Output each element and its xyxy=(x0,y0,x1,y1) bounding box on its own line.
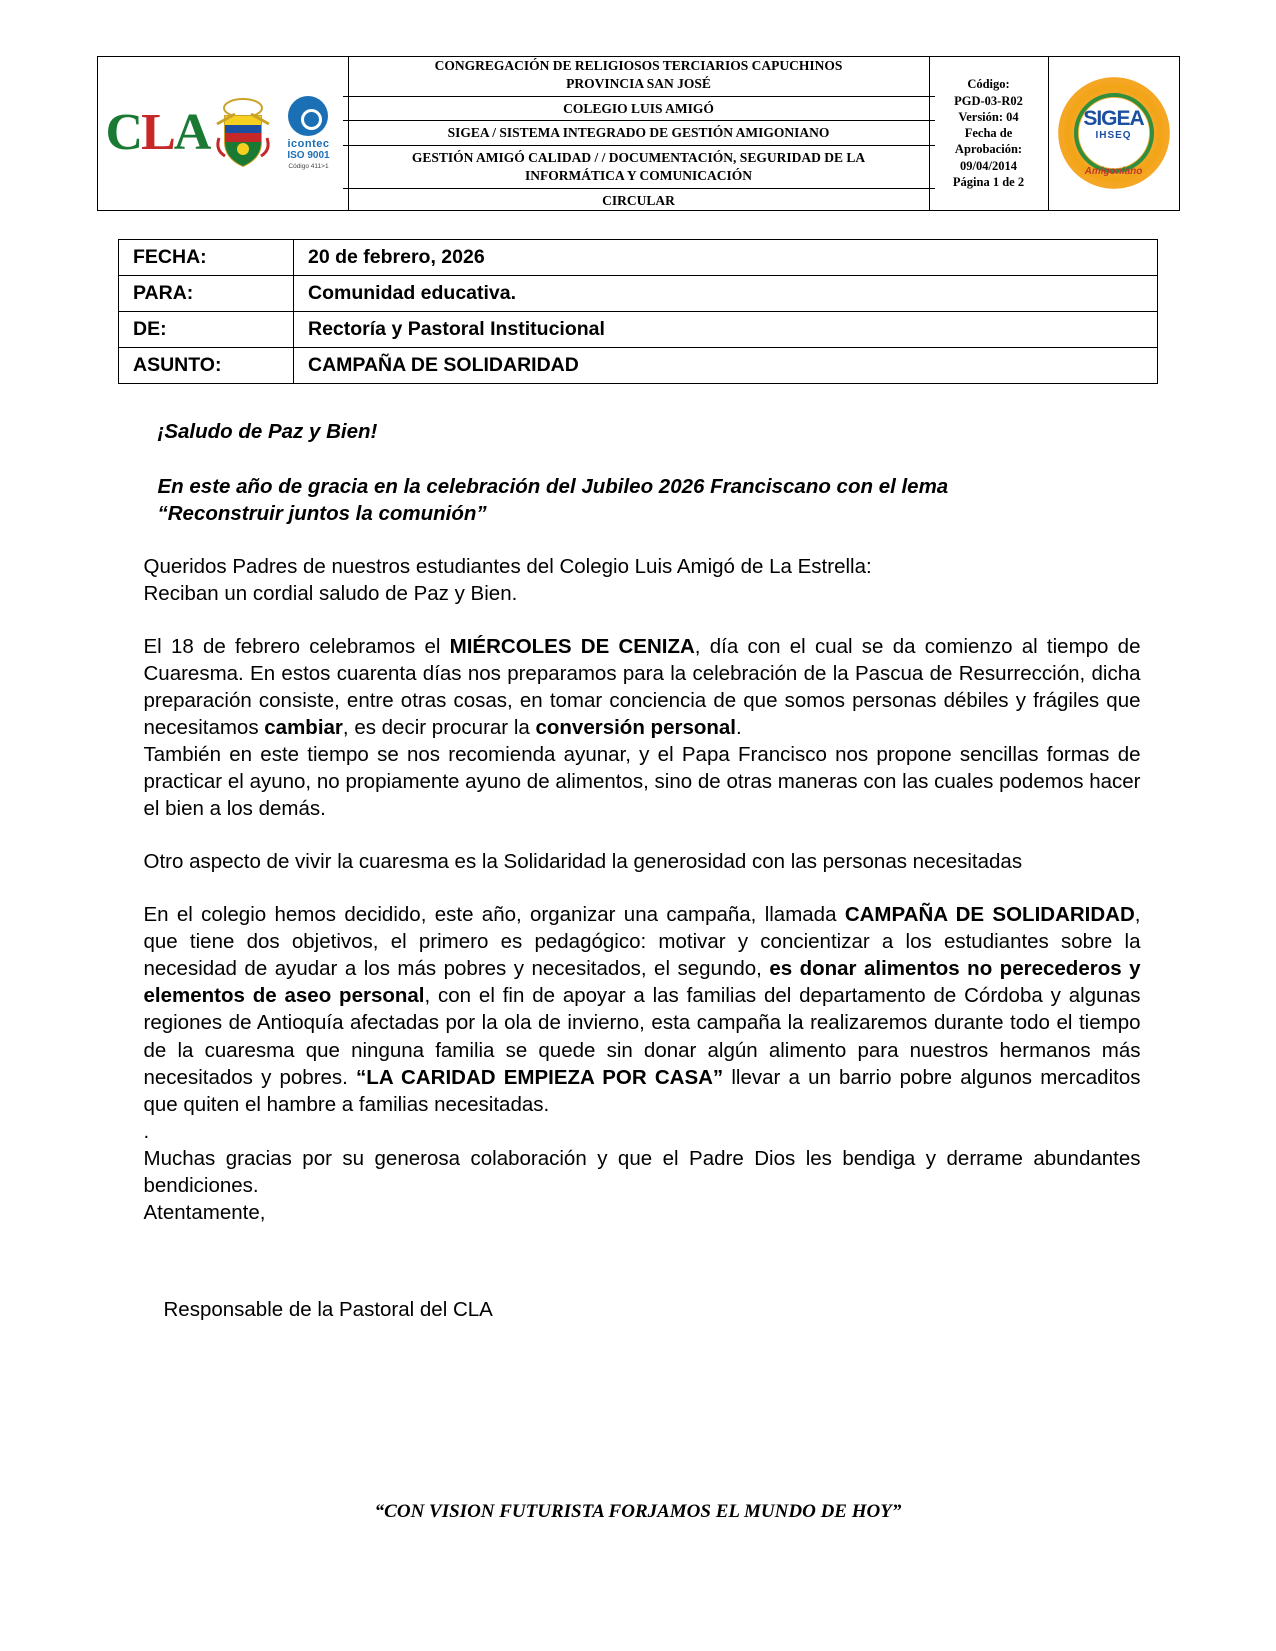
paragraph-gracias: Muchas gracias por su generosa colaboración y que el Padre Dios les bendiga y derrame abundantes bendiciones. xyxy=(143,1146,1141,1197)
header-sigea-cell xyxy=(1048,57,1179,211)
document-body xyxy=(136,418,1141,1323)
header-code-cell xyxy=(929,57,1048,211)
paragraph-campana xyxy=(144,901,1141,1117)
info-label-para: PARA: xyxy=(119,275,294,311)
p5-bold-caridad: “LA CARIDAD EMPIEZA POR CASA” xyxy=(356,1065,724,1089)
table-row xyxy=(119,311,1158,347)
header-title-cell xyxy=(348,57,929,211)
p2-part-e: , es decir procurar la xyxy=(342,716,536,740)
info-value-para: Comunidad educativa. xyxy=(294,275,1158,311)
header-divider-2 xyxy=(343,120,935,121)
document-header-table xyxy=(97,56,1180,211)
p5-part-e: , con el fin de apoyar a las familias del departamento de Córdoba y algunas regiones de Antioquía afectadas por la ola de invierno, esta campaña la realizaremos durante todo el tiempo de la cuaresma que ninguna familia se quede sin donar algún alimento para nuestros hermanos más necesitados y pobres. xyxy=(143,984,1141,1089)
paragraph-ceniza xyxy=(144,633,1141,741)
icontec-logo xyxy=(277,96,339,170)
header-org-line-2: PROVINCIA SAN JOSÉ xyxy=(566,75,711,91)
icontec-name: icontec xyxy=(287,138,330,151)
header-system: SIGEA / SISTEMA INTEGRADO DE GESTIÓN AMIGONIANO xyxy=(447,125,830,141)
p2-bold-cambiar: cambiar xyxy=(264,716,343,740)
footer-motto: “CON VISION FUTURISTA FORJAMOS EL MUNDO DE HOY” xyxy=(374,1501,902,1522)
info-value-asunto: CAMPAÑA DE SOLIDARIDAD xyxy=(294,347,1158,383)
info-label-asunto: ASUNTO: xyxy=(119,347,294,383)
paragraph-atentamente: Atentamente, xyxy=(143,1200,266,1224)
paragraph-greeting-line-1: Queridos Padres de nuestros estudiantes del Colegio Luis Amigó de La Estrella: xyxy=(143,554,872,578)
page-number: Página 1 de 2 xyxy=(952,174,1025,189)
paragraph-dot: . xyxy=(143,1119,150,1143)
sigea-logo-icon xyxy=(1058,77,1170,189)
cla-logo-l: L xyxy=(141,104,174,162)
circular-info-table xyxy=(118,239,1158,384)
paragraph-ayuno: También en este tiempo se nos recomienda ayunar, y el Papa Francisco nos propone sencillas formas de practicar el ayuno, no propiamente ayuno de alimentos, sino de otras maneras con las cuales podemos hacer el bien a los demás. xyxy=(143,743,1141,821)
p5-bold-campana: CAMPAÑA DE SOLIDARIDAD xyxy=(844,903,1135,927)
cla-logo xyxy=(105,104,210,162)
p5-part-c: , que tiene dos objetivos, el primero es pedagógico: motivar y concientizar a los estudiantes sobre la necesidad de ayudar a los más pobres y necesitados, el segundo, xyxy=(143,903,1141,981)
code-value: PGD-03-R02 xyxy=(954,93,1023,108)
header-divider-1 xyxy=(343,96,935,97)
table-row xyxy=(119,347,1158,383)
p2-bold-conversion: conversión personal xyxy=(535,716,736,740)
greeting-line: ¡Saludo de Paz y Bien! xyxy=(157,419,378,443)
cla-logo-a: A xyxy=(173,104,210,162)
code-label: Código: xyxy=(967,77,1010,92)
header-divider-3 xyxy=(343,145,935,146)
lema-line-2: “Reconstruir juntos la comunión” xyxy=(157,501,487,525)
approval-label: Fecha de xyxy=(964,126,1013,141)
info-label-de: DE: xyxy=(119,311,294,347)
header-process-line-1: GESTIÓN AMIGÓ CALIDAD / / DOCUMENTACIÓN, SEGURIDAD DE LA xyxy=(411,150,866,166)
version-value: Versión: 04 xyxy=(958,109,1019,124)
info-value-fecha: 20 de febrero, 2026 xyxy=(294,239,1158,275)
p2-part-a: El 18 de febrero celebramos el xyxy=(143,634,450,658)
sigea-logo-bottom: Amigoniano xyxy=(1084,166,1143,178)
lema-block xyxy=(158,473,1141,527)
header-school: COLEGIO LUIS AMIGÓ xyxy=(563,100,714,116)
sigea-logo-sub: IHSEQ xyxy=(1095,130,1132,142)
colombia-shield-icon xyxy=(213,94,273,172)
p2-part-c: , día con el cual se da comienzo al tiempo de Cuaresma. En estos cuarenta días nos preparamos para la celebración de la Pascua de Resurrección, dicha preparación consiste, entre otras cosas, en tomar conciencia de que somos personas débiles y frágiles que necesitamos xyxy=(143,634,1141,740)
signature-line: Responsable de la Pastoral del CLA xyxy=(163,1297,493,1321)
p5-part-a: En el colegio hemos decidido, este año, organizar una campaña, llamada xyxy=(143,903,845,927)
header-divider-4 xyxy=(343,188,935,189)
table-row xyxy=(119,239,1158,275)
lema-line-1: En este año de gracia en la celebración del Jubileo 2026 Franciscano con el lema xyxy=(157,474,949,498)
sigea-logo-main: SIGEA xyxy=(1083,107,1144,131)
cla-logo-c: C xyxy=(105,104,142,162)
p5-part-g: llevar a un barrio pobre algunos mercaditos que quiten el hambre a familias necesitadas. xyxy=(143,1065,1141,1116)
icontec-iso: ISO 9001 xyxy=(287,150,330,162)
header-logos-cell xyxy=(97,57,348,211)
approval-label-2: Aprobación: xyxy=(954,142,1023,157)
p2-part-g: . xyxy=(736,716,742,740)
info-value-de: Rectoría y Pastoral Institucional xyxy=(294,311,1158,347)
header-doc-type: CIRCULAR xyxy=(602,192,675,208)
icontec-code: Código 411>1 xyxy=(288,163,329,171)
p2-bold-miercoles: MIÉRCOLES DE CENIZA xyxy=(449,634,695,658)
approval-date: 09/04/2014 xyxy=(960,158,1017,173)
paragraph-greeting xyxy=(144,553,1141,607)
p5-bold-donar: es donar alimentos no perecederos y elementos de aseo personal xyxy=(143,957,1141,1008)
table-row xyxy=(119,275,1158,311)
paragraph-greeting-line-2: Reciban un cordial saludo de Paz y Bien. xyxy=(143,581,518,605)
info-label-fecha: FECHA: xyxy=(119,239,294,275)
icontec-icon xyxy=(288,96,328,136)
header-org-line-1: CONGREGACIÓN DE RELIGIOSOS TERCIARIOS CAPUCHINOS xyxy=(434,58,843,73)
paragraph-solidaridad: Otro aspecto de vivir la cuaresma es la Solidaridad la generosidad con las personas necesitadas xyxy=(143,850,1023,874)
header-process-line-2: INFORMÁTICA Y COMUNICACIÓN xyxy=(525,168,752,184)
